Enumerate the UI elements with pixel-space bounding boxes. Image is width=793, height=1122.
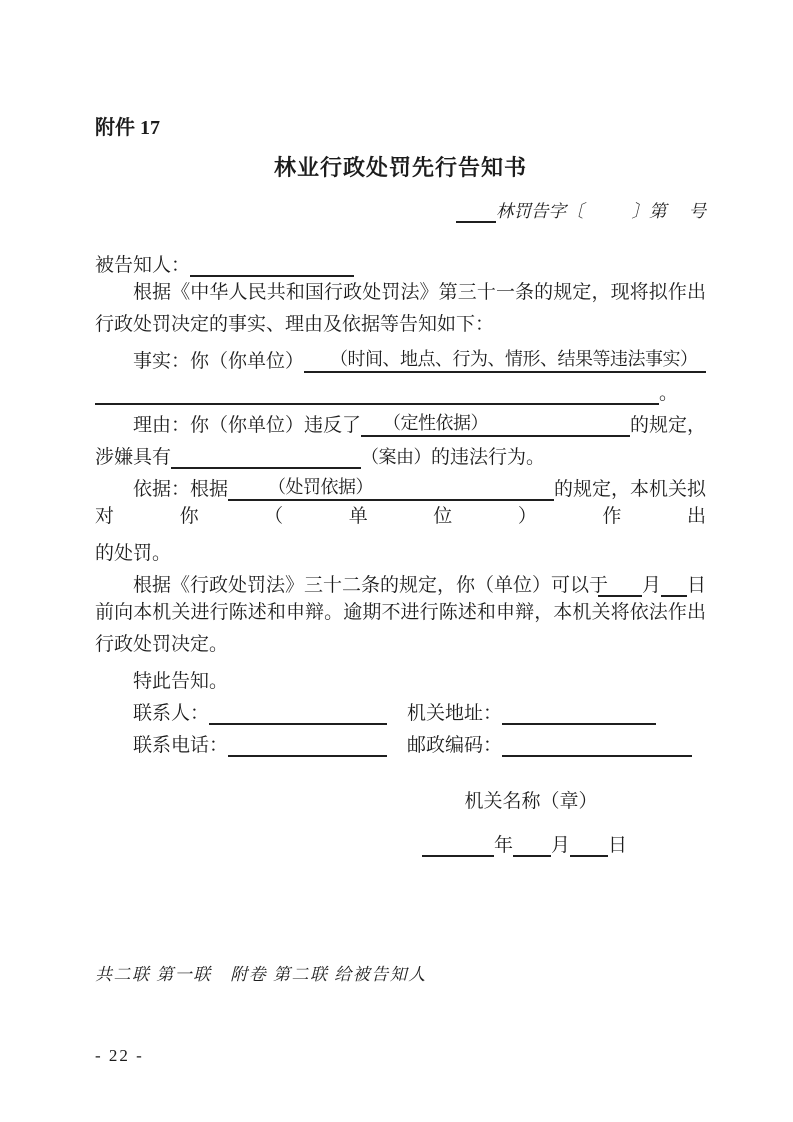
reason-line2-suffix: 的违法行为。 (431, 447, 546, 468)
reason-suffix: 的规定， (629, 415, 706, 436)
intro-paragraph: 根据《中华人民共和国行政处罚法》第三十一条的规定，现将拟作出行政处罚决定的事实、理由及依据等告知如下： (95, 282, 706, 335)
doc-number-suffix: 号 (688, 201, 706, 221)
statement-paragraph: 前向本机关进行陈述和申辩。逾期不进行陈述和申辩，本机关将依法作出行政处罚决定。 (95, 602, 706, 655)
facts-continuation-blank (95, 403, 659, 405)
basis-justified-line: 对 你 （ 单 位 ） 作 出 (95, 506, 706, 527)
closing-line (95, 661, 706, 693)
reason-line-2 (95, 437, 706, 469)
facts-blank (304, 345, 706, 373)
reason-label: 理由：你（你单位）违反了 (133, 415, 362, 436)
basis-suffix: 的规定，本机关拟 (553, 479, 706, 500)
year-blank (422, 855, 494, 857)
facts-continuation-line (95, 373, 706, 405)
reason-line2-prefix: 涉嫌具有 (95, 447, 172, 468)
page-number: - 22 - (95, 1046, 144, 1065)
org-seal-line: 机关名称（章） (464, 791, 598, 812)
attachment-label: 附件 17 (95, 117, 160, 139)
contacts-row-1 (95, 693, 706, 725)
reason-blank (361, 409, 630, 437)
doc-number-middle: 〕第 (631, 201, 667, 221)
day-label: 日 (686, 575, 706, 596)
basis-placeholder: （处罚依据） (268, 477, 374, 497)
phone-column (95, 730, 387, 757)
phone-blank (228, 755, 387, 757)
reason-placeholder: （定性依据） (383, 413, 489, 433)
doc-number-line (95, 197, 706, 223)
year-label: 年 (494, 835, 514, 856)
page-title: 林业行政处罚先行告知书 (273, 155, 527, 180)
case-name-placeholder: （案由） (361, 447, 432, 467)
signature-block (422, 787, 640, 857)
address-blank (502, 723, 656, 725)
signature-date-line (422, 823, 640, 857)
month-label: 月 (641, 575, 661, 596)
reason-line (95, 405, 706, 437)
statement-line-1 (95, 565, 706, 597)
closing-text: 特此告知。 (133, 671, 229, 692)
address-label: 机关地址： (407, 703, 503, 724)
case-name-blank (171, 467, 361, 469)
basis-blank (228, 473, 554, 501)
contact-label: 联系人： (133, 703, 210, 724)
doc-number-prefix: 林罚告字〔 (496, 201, 584, 221)
basis-closing: 的处罚。 (95, 543, 172, 564)
basis-label: 依据：根据 (133, 479, 229, 500)
facts-period: 。 (658, 383, 678, 404)
sig-day-blank (570, 855, 608, 857)
postcode-label: 邮政编码： (407, 735, 503, 756)
basis-closing-line (95, 533, 706, 565)
phone-label: 联系电话： (133, 735, 229, 756)
basis-line (95, 469, 706, 501)
facts-label: 事实：你（你单位） (133, 351, 305, 372)
facts-placeholder: （时间、地点、行为、情形、结果等违法事实） (330, 349, 698, 369)
contact-blank (209, 723, 387, 725)
recipient-line (95, 245, 706, 277)
facts-line (95, 341, 706, 373)
footer-note: 共二联 第一联 附卷 第二联 给被告知人 (95, 965, 427, 984)
doc-number-prefix-blank (456, 221, 496, 223)
contact-column (95, 698, 387, 725)
contacts-row-2 (95, 725, 706, 757)
recipient-label: 被告知人： (95, 255, 191, 276)
sig-month-label: 月 (551, 835, 571, 856)
postcode-blank (502, 755, 692, 757)
sig-month-blank (513, 855, 551, 857)
sig-day-label: 日 (608, 835, 628, 856)
statement-line1-text: 根据《行政处罚法》三十二条的规定，你（单位）可以于 (133, 575, 609, 596)
